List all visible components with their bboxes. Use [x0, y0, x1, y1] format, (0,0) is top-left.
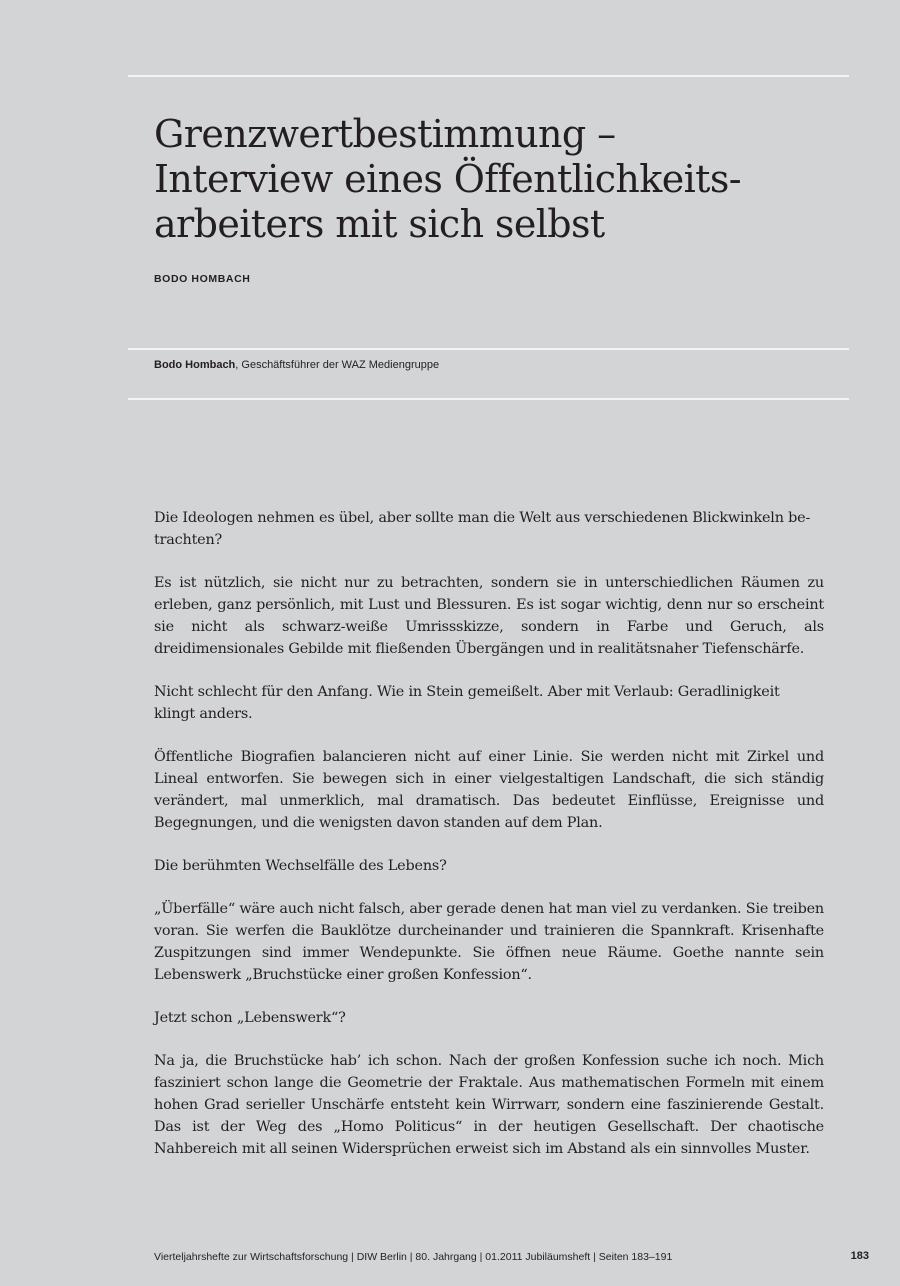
- article-title: [154, 112, 854, 247]
- answer-paragraph: Öffentliche Biografien balancieren nicht auf einer Linie. Sie werden nicht mit Zirkel und Lineal entworfen. Sie bewegen sich in einer vielgestaltigen Landschaft, die sich ständig verändert, mal unmerklich, mal dramatisch. Das bedeutet Einflüsse, Ereignisse und Begegnungen, und die wenigsten davon standen auf dem Plan.: [154, 749, 824, 831]
- journal-citation: Vierteljahrshefte zur Wirtschaftsforschung | DIW Berlin | 80. Jahrgang | 01.2011 Jubiläumsheft | Seiten 183–191: [154, 1251, 673, 1263]
- answer-paragraph: Na ja, die Bruchstücke hab’ ich schon. Nach der großen Konfession suche ich noch. Mich fasziniert schon lange die Geometrie der Fraktale. Aus mathematischen Formeln mit einem hohen Grad serieller Unschärfe entsteht kein Wirrwarr, sondern eine faszinierende Gestalt. Das ist der Weg des „Homo Politicus“ in der heutigen Gesellschaft. Der chaotische Nahbereich mit all seinen Widersprüchen erweist sich im Abstand als ein sinnvolles Muster.: [154, 1053, 824, 1157]
- title-line-1: Grenzwertbestimmung –: [154, 112, 616, 156]
- affiliation-bottom-rule: [128, 398, 849, 400]
- question-paragraph: Die Ideologen nehmen es übel, aber sollte man die Welt aus verschiedenen Blickwinkeln betrachten?: [154, 510, 811, 548]
- affiliation-role: , Geschäftsführer der WAZ Mediengruppe: [235, 359, 440, 371]
- title-line-2: Interview eines Öffentlichkeits-: [154, 157, 741, 201]
- page-number: 183: [850, 1250, 869, 1262]
- page-footer: [154, 1251, 869, 1263]
- affiliation-top-rule: [128, 348, 849, 350]
- answer-paragraph: „Überfälle“ wäre auch nicht falsch, aber gerade denen hat man viel zu verdanken. Sie treiben voran. Sie werfen die Bauklötze durcheinander und trainieren die Spannkraft. Krisenhafte Zuspitzungen sind immer Wendepunkte. Sie öffnen neue Räume. Goethe nannte sein Lebenswerk „Bruchstücke einer großen Konfession“.: [154, 901, 824, 983]
- title-line-3: arbeiters mit sich selbst: [154, 202, 605, 246]
- author-affiliation: [154, 359, 439, 371]
- affiliation-name: Bodo Hombach: [154, 359, 236, 371]
- answer-paragraph: Es ist nützlich, sie nicht nur zu betrachten, sondern sie in unterschiedlichen Räumen zu erleben, ganz persönlich, mit Lust und Blessuren. Es ist sogar wichtig, denn nur so erscheint sie nicht als schwarz-weiße Umrissskizze, sondern in Farbe und Geruch, als dreidimensionales Gebilde mit fließenden Übergängen und in realitätsnaher Tiefenschärfe.: [154, 575, 824, 657]
- top-rule: [128, 75, 849, 77]
- article-body: [154, 507, 824, 1181]
- question-paragraph: Jetzt schon „Lebenswerk“?: [154, 1010, 346, 1026]
- question-paragraph: Die berühmten Wechselfälle des Lebens?: [154, 858, 447, 874]
- author-byline: BODO HOMBACH: [154, 273, 251, 285]
- question-paragraph: Nicht schlecht für den Anfang. Wie in Stein gemeißelt. Aber mit Verlaub: Geradlinigkeit klingt anders.: [154, 684, 780, 722]
